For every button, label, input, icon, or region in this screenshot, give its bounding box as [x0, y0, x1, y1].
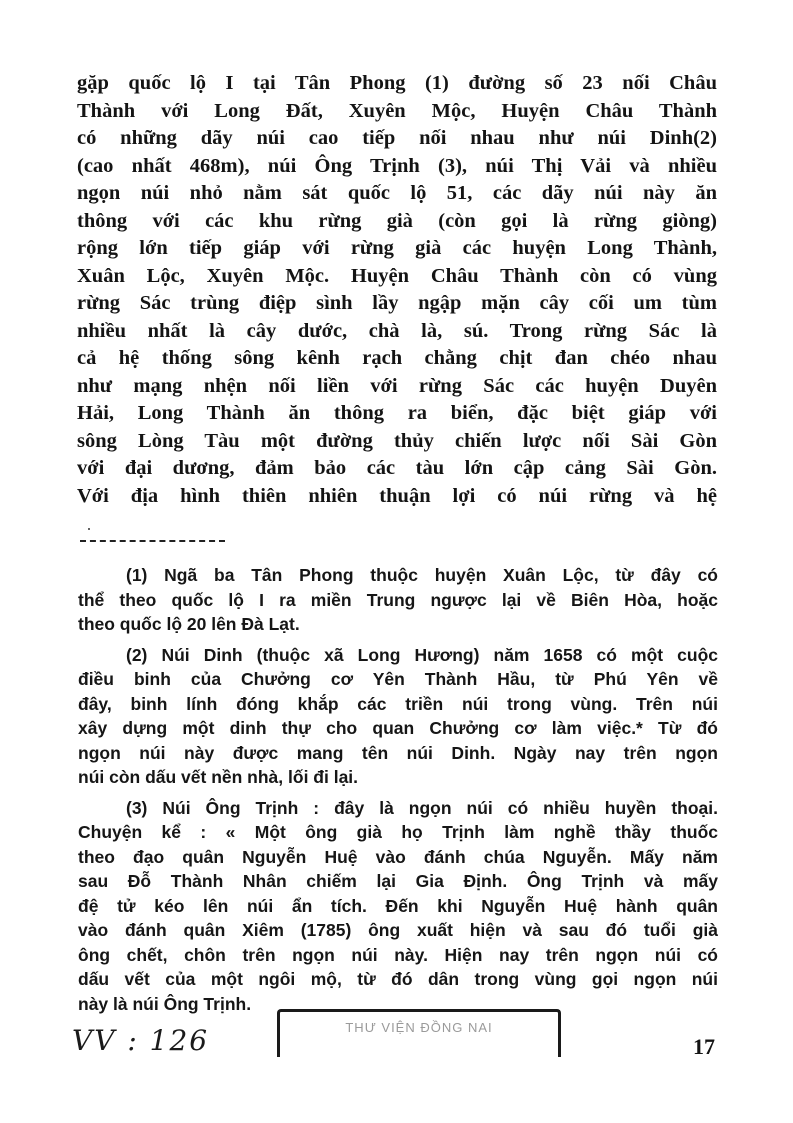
body-line: gặp quốc lộ I tại Tân Phong (1) đường số 23 nối Châu [77, 72, 717, 94]
footnote-3 [78, 796, 718, 1017]
page-number: 17 [693, 1034, 715, 1059]
footnote-line: Chuyện kể : « Một ông già họ Trịnh làm nghề thầy thuốc [78, 822, 718, 842]
footnote-line: (1) Ngã ba Tân Phong thuộc huyện Xuân Lộc, từ đây có [126, 565, 718, 585]
library-stamp [277, 1009, 561, 1057]
footnote-line: theo đạo quân Nguyễn Huệ vào đánh chúa Nguyễn. Mấy năm [78, 846, 718, 867]
footnote-1 [78, 563, 718, 637]
body-line: ngọn núi nhỏ nằm sát quốc lộ 51, các dãy núi này ăn [77, 182, 717, 204]
footnote-line: dấu vết của một ngôi mộ, từ đó dân trong vùng gọi ngọn núi [78, 969, 718, 989]
body-line: với đại dương, đảm bảo các tàu lớn cập cảng Sài Gòn. [77, 457, 717, 479]
footnote-line: xây dựng một dinh thự cho quan Chưởng cơ làm việc.* Từ đó [78, 718, 718, 738]
footnote-line: đây, binh lính đóng khắp các triền núi trong vùng. Trên núi [78, 693, 718, 714]
footnotes [78, 563, 718, 1022]
footnote-line: ông chết, chôn trên ngọn núi này. Hiện nay trên ngọn núi có [78, 944, 718, 965]
footnote-line: theo quốc lộ 20 lên Đà Lạt. [78, 614, 300, 634]
footnote-line: núi còn dấu vết nền nhà, lối đi lại. [78, 767, 359, 787]
body-line: rừng Sác trùng điệp sình lầy ngập mặn cây cối um tùm [77, 292, 717, 314]
stamp-text: THƯ VIỆN ĐỒNG NAI [345, 1020, 493, 1035]
body-line: Xuân Lộc, Xuyên Mộc. Huyện Châu Thành còn có vùng [77, 264, 717, 287]
body-line: nhiều nhất là cây dước, chà là, sú. Trong rừng Sác là [77, 319, 717, 342]
body-line: Với địa hình thiên nhiên thuận lợi có núi rừng và hệ [77, 484, 717, 507]
footnote-line: (3) Núi Ông Trịnh : đây là ngọn núi có nhiều huyền thoại. [126, 797, 718, 818]
body-line: thông với các khu rừng già (còn gọi là rừng giòng) [77, 209, 717, 232]
footnote-separator [80, 540, 225, 542]
body-line: Hải, Long Thành ăn thông ra biển, đặc biệt giáp với [77, 402, 717, 424]
body-line: như mạng nhện nối liền với rừng Sác các huyện Duyên [77, 374, 717, 397]
footnote-line: điều binh của Chưởng cơ Yên Thành Hầu, từ Phú Yên về [78, 669, 718, 689]
body-line: (cao nhất 468m), núi Ông Trịnh (3), núi Thị Vải và nhiều [77, 154, 717, 177]
handwritten-catalog-code: VV : 126 [72, 1024, 210, 1057]
separator-dot [88, 528, 90, 530]
body-line: rộng lớn tiếp giáp với rừng già các huyện Long Thành, [77, 237, 717, 259]
body-line: sông Lòng Tàu một đường thủy chiến lược nối Sài Gòn [77, 429, 717, 452]
footnote-line: thể theo quốc lộ I ra miền Trung ngược lại về Biên Hòa, hoặc [78, 589, 718, 610]
footnote-line: sau Đỗ Thành Nhân chiếm lại Gia Định. Ông Trịnh và mấy [78, 871, 718, 891]
body-line: có những dãy núi cao tiếp nối nhau như núi Dinh(2) [77, 127, 717, 149]
footnote-line: ngọn núi này được mang tên núi Dinh. Ngày nay trên ngọn [78, 742, 718, 763]
body-line: cả hệ thống sông kênh rạch chằng chịt đan chéo nhau [77, 347, 717, 369]
footnote-line: (2) Núi Dinh (thuộc xã Long Hương) năm 1658 có một cuộc [126, 644, 718, 665]
footnote-line: đệ tử kéo lên núi ẩn tích. Đến khi Nguyễn Huệ hành quân [78, 895, 718, 916]
main-body-text [77, 70, 717, 510]
footnote-line: vào đánh quân Xiêm (1785) ông xuất hiện và sau đó tuổi già [78, 920, 718, 940]
body-line: Thành với Long Đất, Xuyên Mộc, Huyện Châu Thành [77, 99, 717, 122]
footnote-2 [78, 643, 718, 790]
footnote-line: này là núi Ông Trịnh. [78, 993, 252, 1014]
